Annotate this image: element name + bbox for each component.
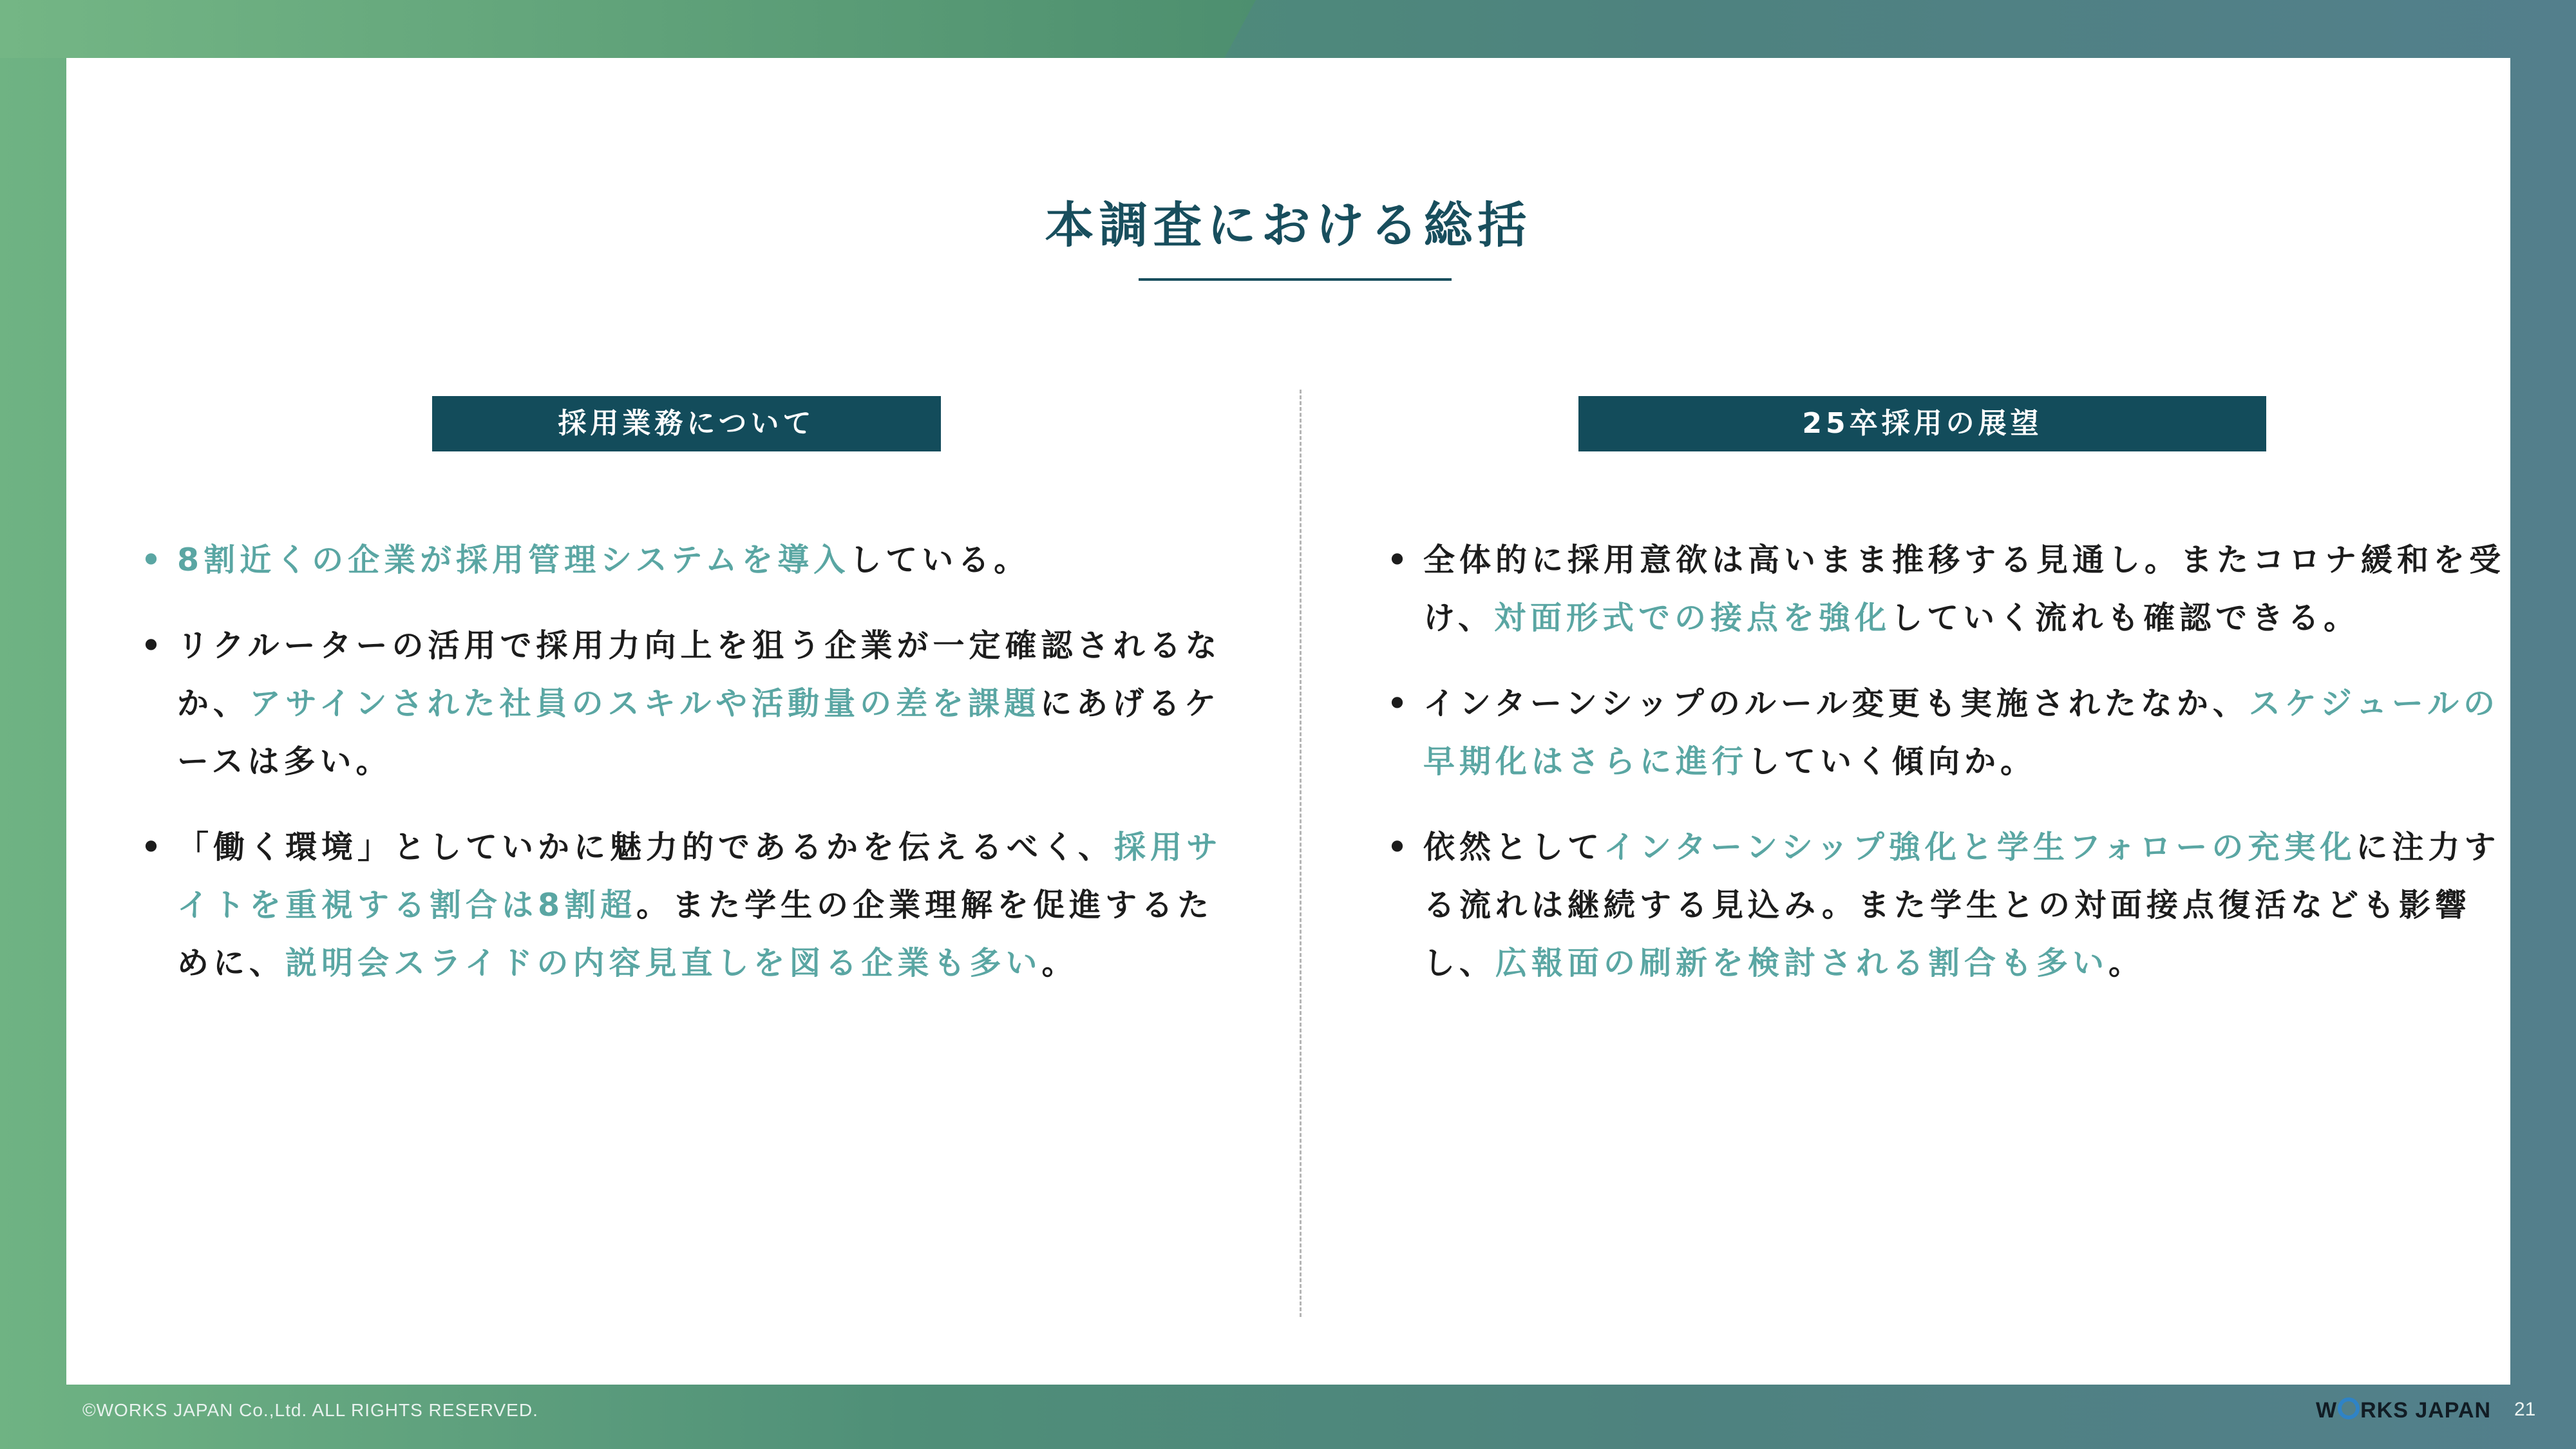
slide-title: 本調査における総括	[1045, 196, 1532, 254]
bullet-text: リクルーターの活用で採用力向上を狙う企業が一定確認されるなか、	[177, 627, 1222, 722]
works-japan-logo	[2316, 1397, 2491, 1423]
title-underline	[1139, 278, 1452, 281]
bullet-item	[137, 819, 1245, 992]
bullet-text: インターンシップのルール変更も実施されたなか、	[1423, 685, 2249, 722]
highlighted-text: 広報面の刷新を検討される割合も多い	[1495, 945, 2109, 981]
highlighted-text: 採用サイトを重視する割合は8割超	[177, 829, 1223, 923]
bullet-icon: •	[140, 542, 166, 578]
highlighted-text: スケジュールの早期化はさらに進行	[1423, 685, 2499, 780]
top-accent-band	[0, 0, 1256, 58]
bullet-text: 。また学生の企業理解を促進するために、	[177, 887, 1214, 981]
highlighted-text: 対面形式での接点を強化	[1494, 600, 1891, 636]
bullet-text: 全体的に採用意欲は高いまま推移する見通し。またコロナ緩和を受け、	[1423, 542, 2506, 636]
bullet-text: していく傾向か。	[1748, 743, 2037, 780]
bullet-icon: •	[1387, 685, 1412, 722]
bullet-text: 依然として	[1423, 829, 1604, 866]
bullet-text: に注力する流れは継続する見込み。また学生との対面接点復活なども影響し、	[1423, 829, 2501, 981]
slide-panel	[66, 58, 2510, 1385]
logo-prefix: W	[2316, 1398, 2338, 1423]
highlighted-text: 説明会スライドの内容見直しを図る企業も多い	[285, 945, 1042, 981]
bullet-item	[1383, 531, 2530, 647]
bullet-text: にあげるケースは多い。	[177, 685, 1221, 780]
right-bullet-list	[1383, 531, 2530, 1020]
bullet-item	[137, 531, 1245, 589]
left-bullet-list	[137, 531, 1245, 1020]
page-number: 21	[2514, 1399, 2536, 1420]
bullet-item	[137, 617, 1245, 791]
bullet-icon: •	[1387, 829, 1412, 866]
bullet-text: していく流れも確認できる。	[1891, 600, 2360, 636]
bullet-icon: •	[1387, 542, 1412, 578]
right-section-header: 25卒採用の展望	[1578, 396, 2266, 451]
bullet-text: 。	[1041, 945, 1078, 981]
bullet-item	[1383, 819, 2530, 992]
bullet-icon: •	[140, 829, 166, 866]
copyright-text: ©WORKS JAPAN Co.,Ltd. ALL RIGHTS RESERVED.	[82, 1400, 538, 1420]
highlighted-text: アサインされた社員のスキルや活動量の差を課題	[249, 685, 1041, 722]
logo-suffix: RKS JAPAN	[2360, 1398, 2492, 1423]
bullet-text: 。	[2108, 945, 2145, 981]
bullet-text: 「働く環境」としていかに魅力的であるかを伝えるべく、	[177, 829, 1115, 866]
bullet-item	[1383, 675, 2530, 791]
bullet-text: している。	[849, 542, 1030, 578]
bullet-icon: •	[140, 627, 166, 664]
highlighted-text: 8割近くの企業が採用管理システムを導入	[177, 542, 850, 578]
highlighted-text: インターンシップ強化と学生フォローの充実化	[1604, 829, 2356, 866]
left-section-header: 採用業務について	[432, 396, 941, 451]
logo-ring-icon	[2338, 1397, 2360, 1419]
column-divider	[1300, 390, 1302, 1317]
